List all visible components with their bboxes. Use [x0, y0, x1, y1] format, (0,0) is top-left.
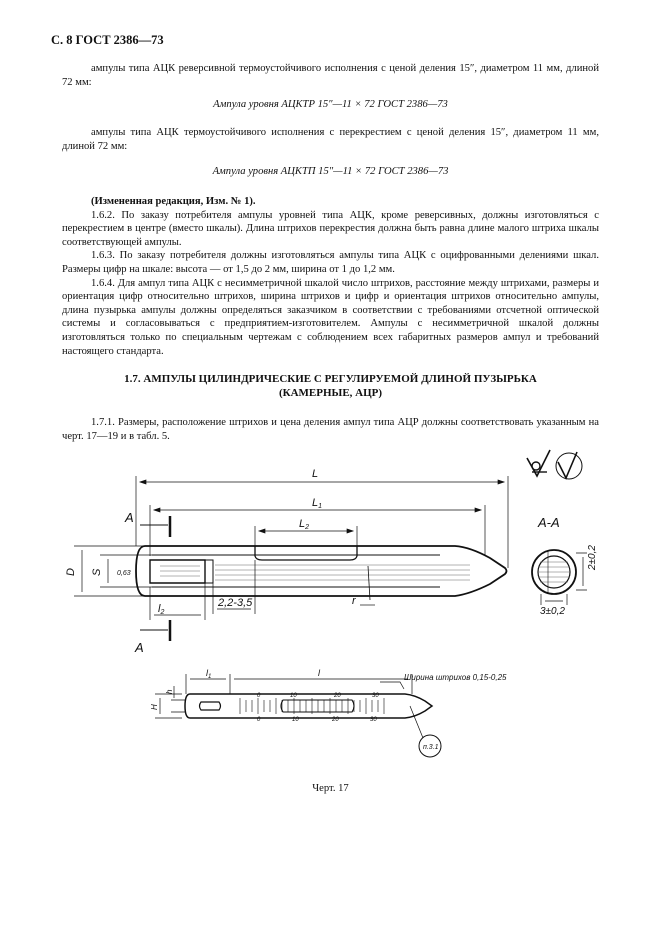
paragraph-1-6-3: 1.6.3. По заказу потребителя должны изготовляться ампулы типа АЦК с оцифрованными делениями шкал. Размеры цифр на шкале: высота — от 1,5 до 2 мм, ширина от 1 до 1,2 мм.: [62, 250, 599, 275]
label-scale-10-top: 10: [290, 693, 297, 699]
paragraph-1-6-4: 1.6.4. Для ампул типа АЦК с несимметричной шкалой число штрихов, расстояние между штрихами, размеры и ориентация цифр относительно штрихов, ширина штрихов и цифр и ориентация штрихов относительно ампулы, длина пузырька ампулы должны определяться заказчиком в соответствии с требованиями отсчетной оптической системы и согласовываться с предприятием-изготовителем. Ампулы с несимметричной шкалой должны изготовляться только по специальным чертежам с соблюдением всех габаритных размеров ампул и требований настоящего стандарта.: [62, 277, 599, 357]
label-dim2-l1: $l_1$: [206, 668, 212, 680]
label-dim-right-h: 3±0,2: [540, 606, 565, 617]
label-roughness: 0,63: [117, 570, 131, 577]
paragraph-1-7-1: 1.7.1. Размеры, расположение штрихов и цена деления ампул типа АЦР должны соответствовать указанным на черт. 17—19 и в табл. 5.: [62, 417, 599, 442]
section-view-a-a: [532, 550, 587, 605]
section-line-a: [140, 516, 170, 641]
roughness-symbol-icon: [527, 450, 582, 479]
paragraph-1-6-2: 1.6.2. По заказу потребителя ампулы уровней типа АЦК, кроме реверсивных, должны изготовляться с перекрестием в центре (вместо шкалы). Длина штрихов перекрестия должна быть равна длине малого штриха шкалы соответствующей ампулы.: [62, 209, 599, 248]
page-header: С. 8 ГОСТ 2386—73: [51, 33, 164, 47]
label-dim-gap: 2,2-3,5: [218, 597, 253, 609]
intro-2-text: ампулы типа АЦК термоустойчивого исполнения с перекрестием с ценой деления 15″, диаметром 11 мм, длиной 72 мм:: [62, 127, 599, 152]
label-dim-d: D: [65, 568, 77, 576]
formula-2: Ампула уровня АЦКТП 15″—11 × 72 ГОСТ 2386—73: [212, 166, 449, 177]
figure-caption: Черт. 17: [312, 783, 349, 794]
label-dim-s: S: [91, 568, 103, 576]
label-stroke-width-note: Ширина штрихов 0,15-0,25: [404, 673, 507, 682]
scale-ticks: [240, 698, 384, 714]
label-section-a-top: A: [125, 510, 134, 525]
section-title-line-1: 1.7. АМПУЛЫ ЦИЛИНДРИЧЕСКИЕ С РЕГУЛИРУЕМОЙ ДЛИНОЙ ПУЗЫРЬКА: [124, 373, 537, 385]
label-radius: r: [352, 595, 356, 607]
section-title-line-2: (КАМЕРНЫЕ, АЦР): [278, 387, 383, 399]
label-scale-0-bottom: 0: [257, 717, 261, 723]
label-dim-l2: L2: [299, 518, 310, 531]
label-scale-30-top: 30: [372, 693, 379, 699]
label-scale-0-top: 0: [257, 693, 261, 699]
label-dim2-h-big: H: [150, 704, 159, 710]
label-scale-20-bottom: 20: [332, 717, 339, 723]
ampoule-scale-view: [155, 674, 441, 757]
label-dim2-l: l: [318, 668, 320, 678]
label-dim-l2-bottom: l2: [158, 603, 165, 616]
dimension-lines: [74, 476, 508, 620]
label-dim2-h-small: h: [165, 689, 174, 694]
label-dim-l1: L1: [312, 497, 323, 510]
label-section-title: А-А: [538, 515, 560, 530]
intro-1-text: ампулы типа АЦК реверсивной термоустойчивого исполнения с ценой деления 15″, диаметром 11 мм, длиной 72 мм:: [62, 63, 599, 88]
label-ref-note: п.3.1: [423, 744, 439, 751]
ampoule-main-view: [136, 546, 507, 600]
label-scale-20-top: 20: [334, 693, 341, 699]
label-dim-l: L: [312, 468, 319, 480]
formula-1: Ампула уровня АЦКТР 15″—11 × 72 ГОСТ 2386—73: [213, 99, 448, 110]
label-dim-right-v: 2±0,2: [587, 545, 598, 570]
label-section-a-bottom: A: [135, 640, 144, 655]
changed-note: (Измененная редакция, Изм. № 1).: [91, 196, 256, 207]
label-scale-30-bottom: 30: [370, 717, 377, 723]
label-scale-10-bottom: 10: [292, 717, 299, 723]
